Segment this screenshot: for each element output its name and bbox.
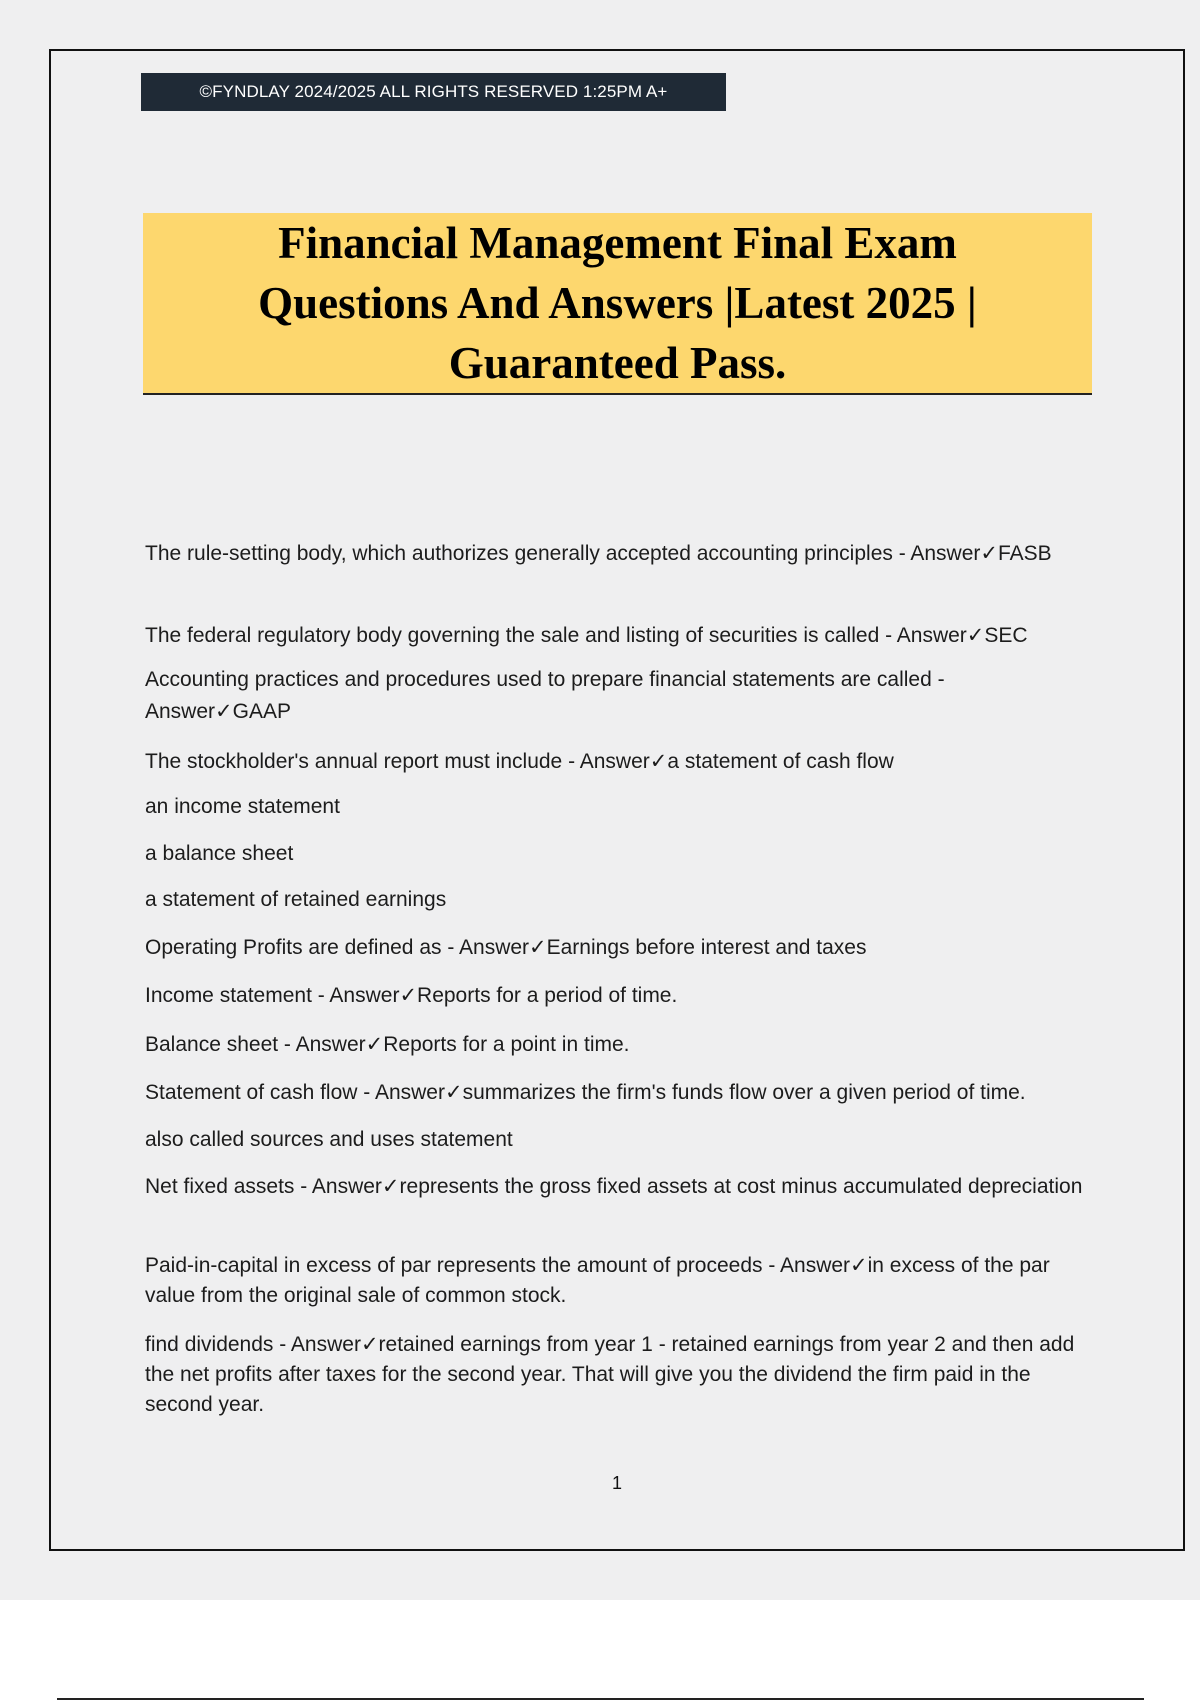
title-line-2: Questions And Answers |Latest 2025 | bbox=[258, 278, 977, 328]
qa-item: Statement of cash flow - Answer✓summarizes the firm's funds flow over a given period of time. bbox=[145, 1081, 1026, 1104]
qa-item: also called sources and uses statement bbox=[145, 1128, 513, 1151]
qa-item: Net fixed assets - Answer✓represents the gross fixed assets at cost minus accumulated depreciation bbox=[145, 1175, 1083, 1198]
qa-item: The federal regulatory body governing the sale and listing of securities is called - Answer✓SEC bbox=[145, 624, 1028, 647]
qa-item: Balance sheet - Answer✓Reports for a point in time. bbox=[145, 1033, 630, 1056]
document-title bbox=[188, 213, 1048, 393]
qa-item: a balance sheet bbox=[145, 842, 294, 865]
title-line-3: Guaranteed Pass. bbox=[448, 338, 787, 388]
qa-item: The rule-setting body, which authorizes generally accepted accounting principles - Answer✓FASB bbox=[145, 542, 1052, 565]
qa-item: find dividends - Answer✓retained earnings from year 1 - retained earnings from year 2 and then add the net profits after taxes for the second year. That will give you the dividend the firm paid in the second year. bbox=[145, 1333, 1075, 1416]
title-line-1: Financial Management Final Exam bbox=[278, 218, 957, 268]
page-number: 1 bbox=[611, 1473, 622, 1493]
qa-item: an income statement bbox=[145, 795, 340, 818]
qa-item: The stockholder's annual report must include - Answer✓a statement of cash flow bbox=[145, 750, 894, 773]
qa-item: Operating Profits are defined as - Answer✓Earnings before interest and taxes bbox=[145, 936, 867, 959]
title-box bbox=[143, 213, 1092, 395]
copyright-banner: ©FYNDLAY 2024/2025 ALL RIGHTS RESERVED 1:25PM A+ bbox=[141, 73, 726, 111]
qa-item: Accounting practices and procedures used to prepare financial statements are called - Answer✓GAAP bbox=[145, 668, 945, 723]
qa-item: Paid-in-capital in excess of par represents the amount of proceeds - Answer✓in excess of the par value from the original sale of common stock. bbox=[145, 1254, 1050, 1307]
qa-item: a statement of retained earnings bbox=[145, 888, 447, 911]
qa-item: Income statement - Answer✓Reports for a period of time. bbox=[145, 984, 678, 1007]
